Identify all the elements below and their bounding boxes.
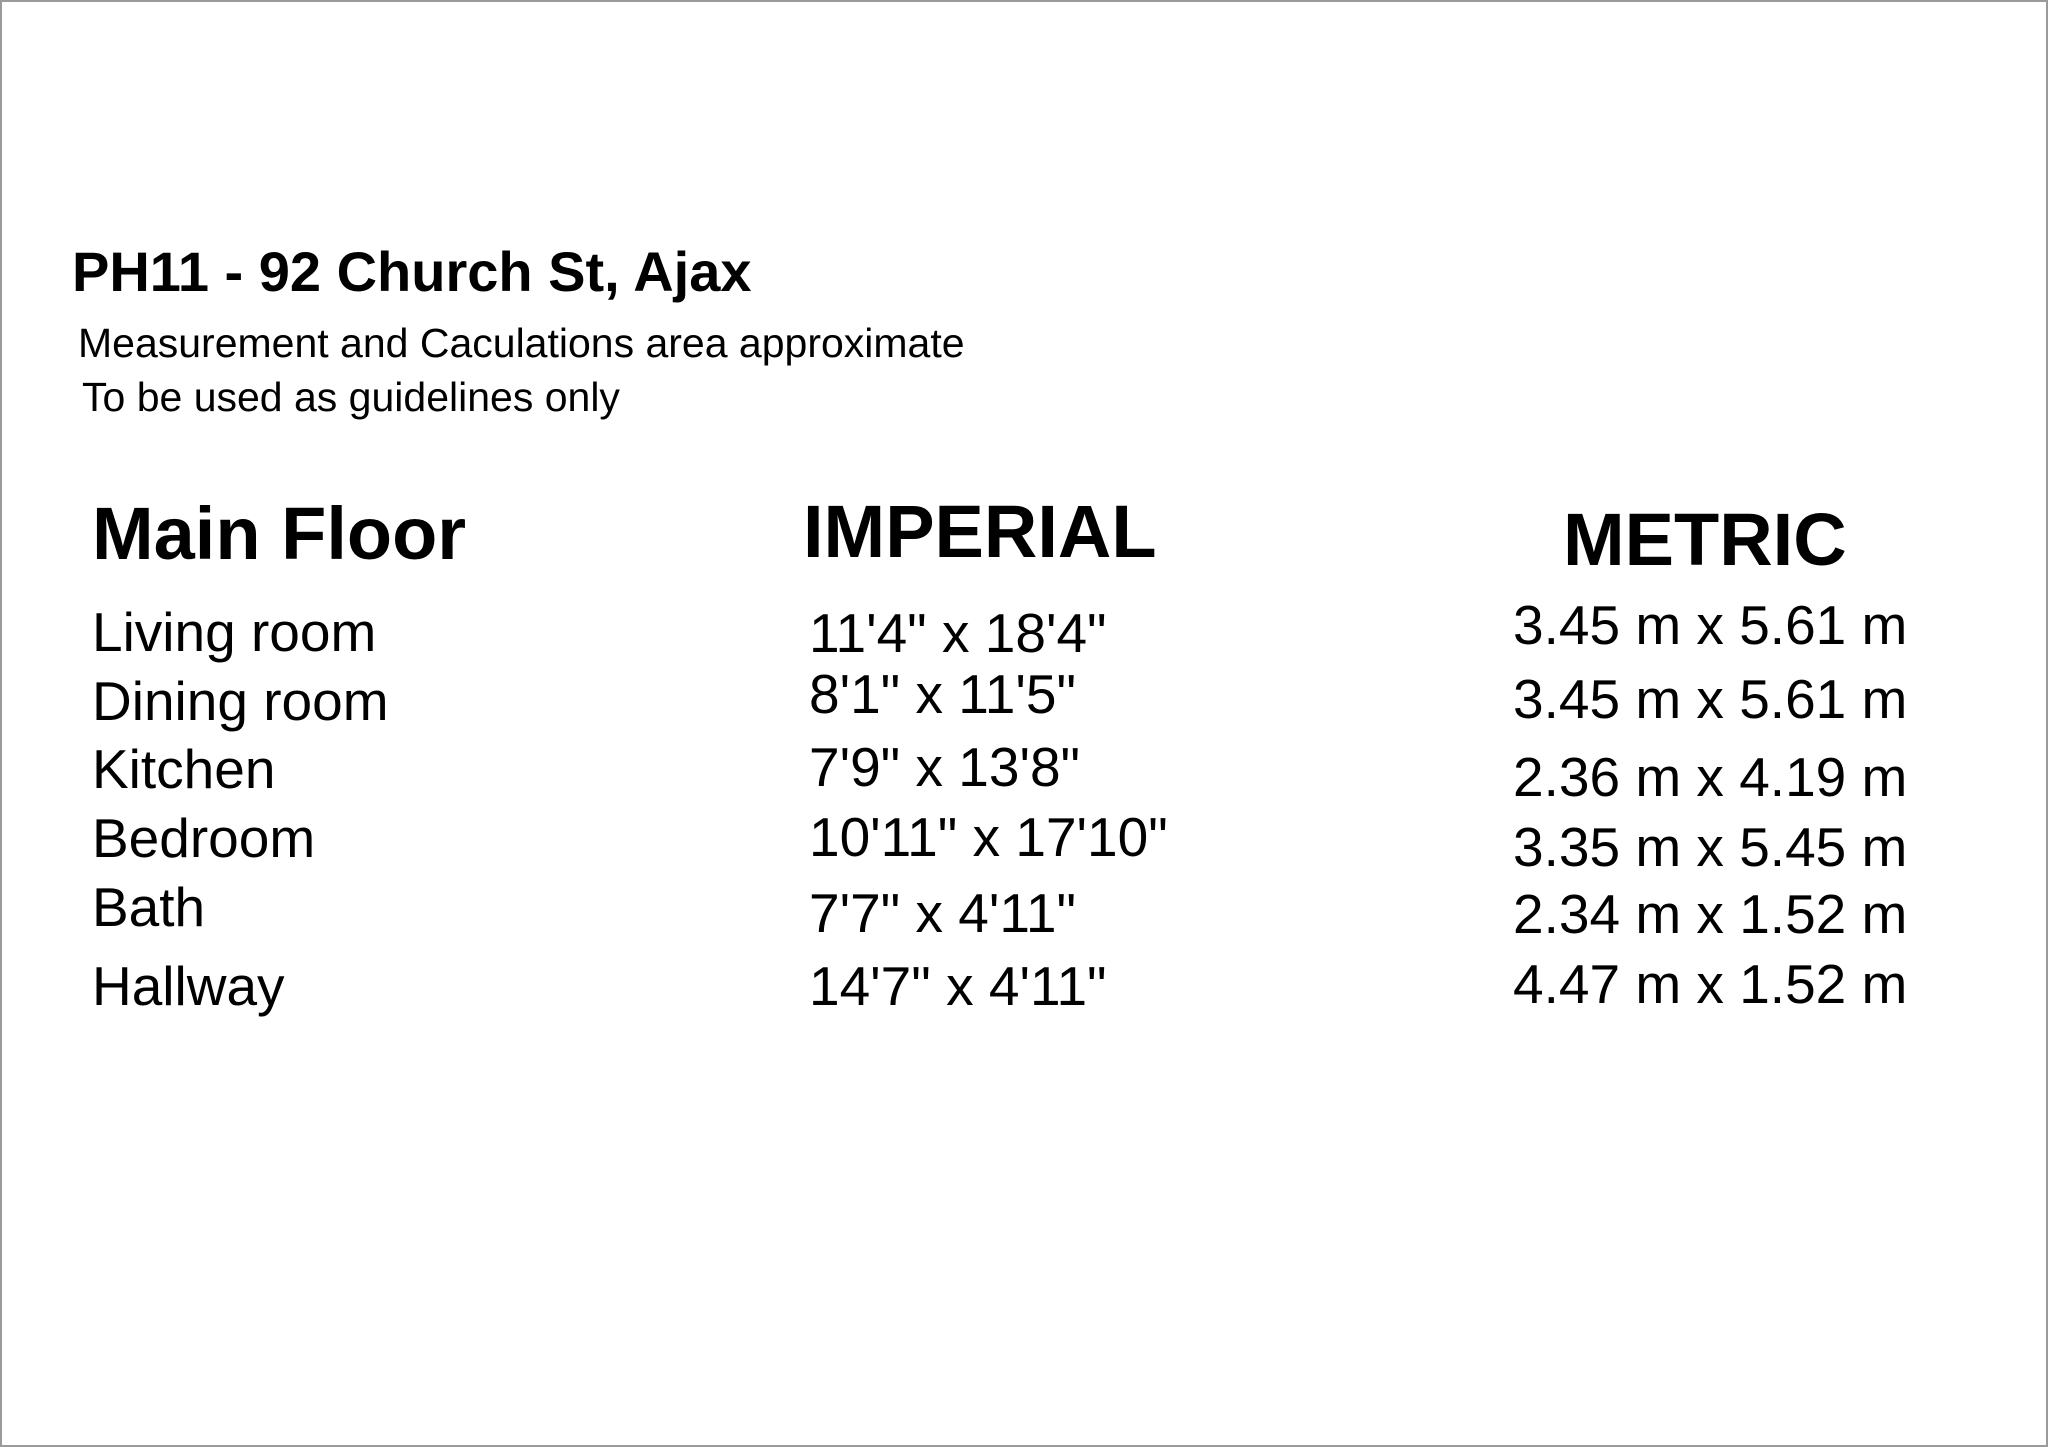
metric-dimensions: 3.35 m x 5.45 m	[1513, 816, 1908, 878]
room-name: Bedroom	[92, 807, 316, 869]
imperial-dimensions: 14'7" x 4'11"	[809, 955, 1107, 1017]
metric-dimensions: 3.45 m x 5.61 m	[1513, 668, 1908, 730]
metric-dimensions: 3.45 m x 5.61 m	[1513, 594, 1908, 656]
imperial-dimensions: 10'11" x 17'10"	[809, 806, 1168, 868]
imperial-dimensions: 8'1" x 11'5"	[809, 663, 1076, 725]
column-header-floor: Main Floor	[92, 492, 467, 575]
column-header-metric: METRIC	[1563, 498, 1847, 581]
imperial-dimensions: 7'9" x 13'8"	[809, 736, 1081, 798]
metric-dimensions: 2.34 m x 1.52 m	[1513, 883, 1908, 945]
imperial-dimensions: 7'7" x 4'11"	[809, 882, 1076, 944]
disclaimer-line-2: To be used as guidelines only	[82, 374, 620, 420]
room-name: Living room	[92, 601, 377, 663]
imperial-dimensions: 11'4" x 18'4"	[809, 602, 1107, 664]
room-name: Dining room	[92, 670, 389, 732]
metric-dimensions: 4.47 m x 1.52 m	[1513, 953, 1908, 1015]
room-name: Kitchen	[92, 738, 276, 800]
metric-dimensions: 2.36 m x 4.19 m	[1513, 746, 1908, 808]
disclaimer-line-1: Measurement and Caculations area approximate	[78, 320, 965, 366]
column-header-imperial: IMPERIAL	[803, 490, 1157, 573]
room-name: Bath	[92, 876, 206, 938]
room-name: Hallway	[92, 955, 285, 1017]
page-title: PH11 - 92 Church St, Ajax	[72, 240, 752, 303]
